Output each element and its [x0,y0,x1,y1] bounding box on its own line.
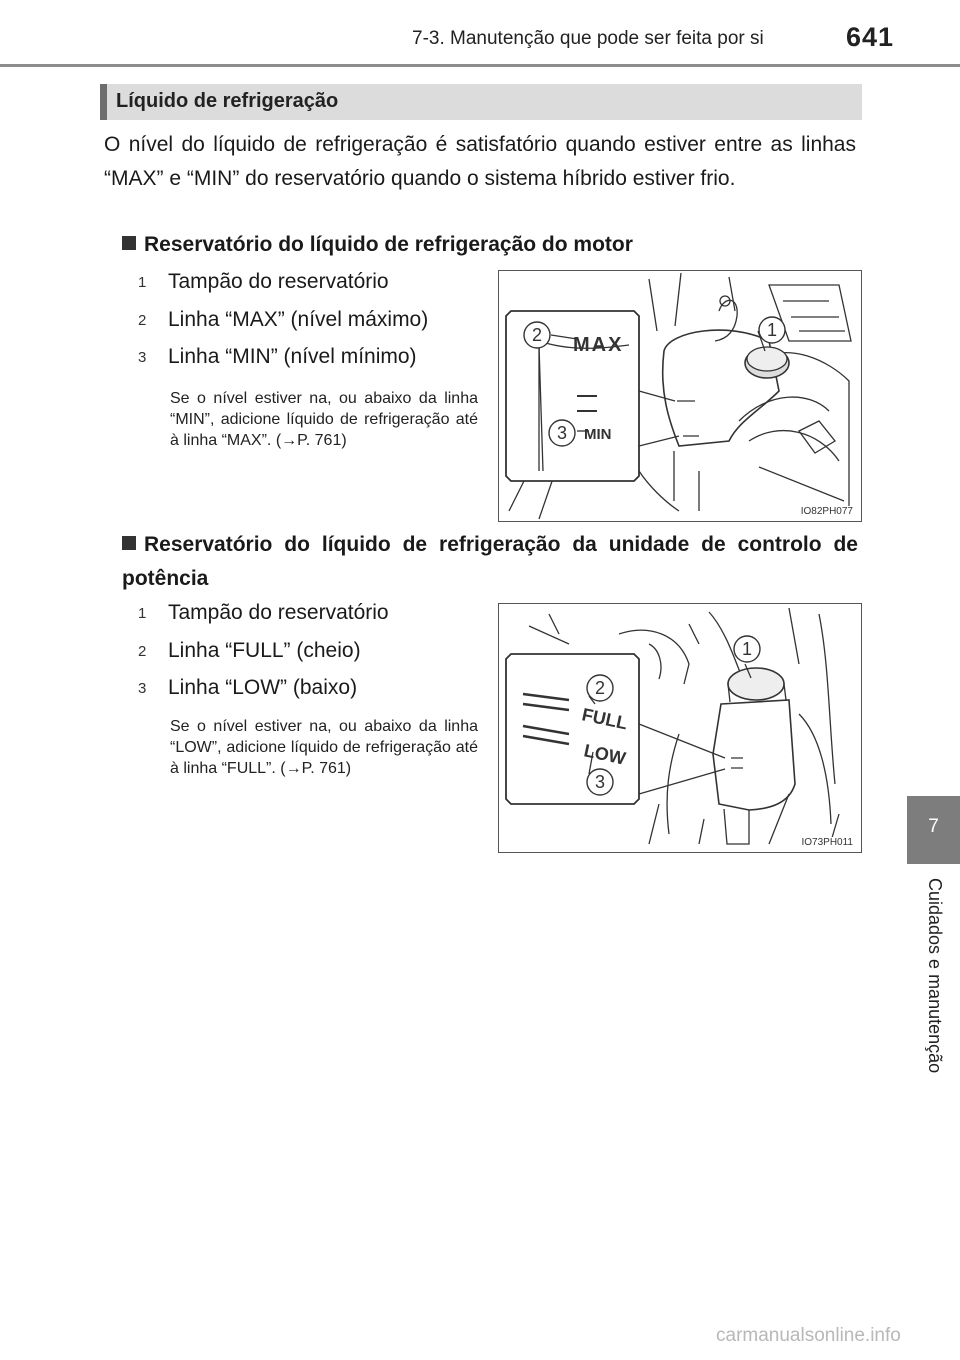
square-bullet-icon [122,236,136,250]
watermark: carmanualsonline.info [716,1325,901,1346]
callout-2: 2 [594,678,606,698]
marking-full: FULL [580,704,630,734]
list-item [138,267,389,297]
marking-min: MIN [584,426,612,443]
callout-number: 2 [138,643,147,660]
page-number: 641 [846,22,895,52]
callout-3: 3 [556,423,568,443]
subheading-text: Reservatório do líquido de refrigeração da unidade de controlo de potência [122,533,858,590]
list-item-label: Tampão do reservatório [168,601,389,624]
section-title-bar [100,84,862,120]
list-item-label: Linha “MAX” (nível máximo) [168,308,429,331]
intro-paragraph: O nível do líquido de refrigeração é satisfatório quando estiver entre as linhas “MAX” e “MIN” do reservatório quando o sistema híbrido estiver frio. [104,133,856,190]
square-bullet-icon [122,536,136,550]
callout-3: 3 [594,772,606,792]
subheading-pcu-reservoir [122,528,858,596]
note-text: Se o nível estiver na, ou abaixo da linha “LOW”, adicione líquido de refrigeração até à linha “FULL”. (→P. 761) [170,718,478,777]
list-item-label: Linha “MIN” (nível mínimo) [168,345,417,368]
marking-max: MAX [573,334,624,356]
list-item [138,636,361,666]
list-item-label: Tampão do reservatório [168,270,389,293]
pcu-reservoir-figure [498,603,862,853]
callout-1: 1 [741,639,753,659]
figure-id: IO82PH077 [800,506,853,517]
chapter-number: 7 [928,816,939,837]
section-bar-marker [100,84,107,120]
callout-number: 3 [138,349,147,366]
list-item-label: Linha “FULL” (cheio) [168,639,361,662]
note-text: Se o nível estiver na, ou abaixo da linha “MIN”, adicione líquido de refrigeração até à linha “MAX”. (→P. 761) [170,390,478,449]
subheading-text: Reservatório do líquido de refrigeração do motor [144,233,633,256]
callout-number: 3 [138,680,147,697]
section-title: Líquido de refrigeração [116,90,339,112]
header-divider [0,64,960,67]
list-item [138,342,417,372]
list-item-label: Linha “LOW” (baixo) [168,676,358,699]
chapter-tab-label: Cuidados e manutenção [925,878,945,1074]
figure-id: IO73PH011 [801,837,853,848]
pcu-reservoir-illustration [499,604,861,852]
callout-2: 2 [531,325,543,345]
marking-low: LOW [582,740,628,769]
engine-reservoir-illustration [499,271,861,521]
engine-reservoir-figure [498,270,862,522]
callout-number: 2 [138,312,147,329]
callout-1: 1 [766,320,778,340]
list-item [138,598,389,628]
callout-number: 1 [138,274,147,291]
subheading-engine-reservoir [122,228,862,262]
callout-number: 1 [138,605,147,622]
list-item [138,305,428,335]
running-header-title: 7-3. Manutenção que pode ser feita por si [412,28,764,49]
chapter-tab [907,796,960,864]
list-item [138,673,357,703]
